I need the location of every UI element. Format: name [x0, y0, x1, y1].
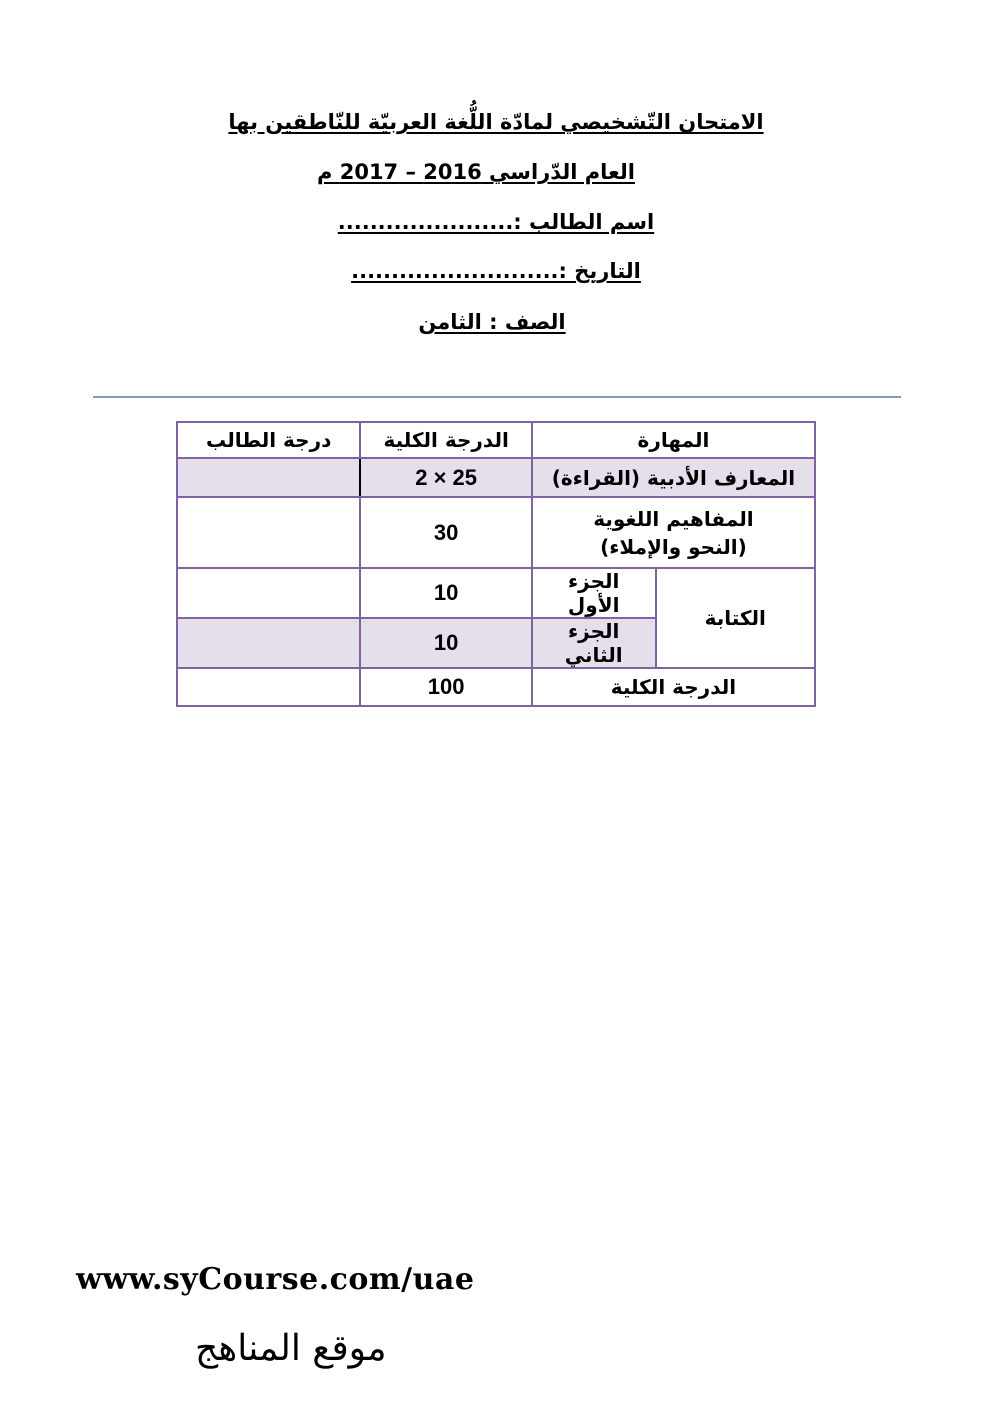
- row-overall-label: الدرجة الكلية: [532, 668, 815, 706]
- academic-year: العام الدّراسي 2016 – 2017 م: [317, 160, 635, 184]
- header-total: الدرجة الكلية: [360, 422, 531, 458]
- table-row: [177, 458, 815, 497]
- row-overall-student: [177, 668, 360, 706]
- grade-level: الصف : الثامن: [418, 310, 566, 334]
- row-writing-label: الكتابة: [656, 568, 815, 668]
- row-literary-total: 25 × 2: [360, 458, 531, 497]
- header-skill: المهارة: [532, 422, 815, 458]
- row-linguistic-total: 30: [360, 497, 531, 568]
- date-field: التاريخ :..........................: [351, 259, 641, 283]
- linguistic-line1: المفاهيم اللغوية: [593, 506, 754, 531]
- site-name-signature: موقع المناهج: [195, 1328, 387, 1369]
- grades-table: [176, 421, 816, 707]
- table-row: [177, 668, 815, 706]
- table-row: [177, 497, 815, 568]
- linguistic-line2: (النحو والإملاء): [600, 534, 747, 559]
- table-row: [177, 568, 815, 618]
- website-url: www.syCourse.com/uae: [76, 1262, 475, 1297]
- exam-title: الامتحان التّشخيصي لمادّة اللُّغة العربيّة للنّاطقين بها: [228, 110, 764, 134]
- student-name-field: اسم الطالب :......................: [337, 210, 655, 234]
- row-literary-skill: المعارف الأدبية (القراءة): [532, 458, 815, 497]
- row-writing-part2: الجزء الثاني: [532, 618, 656, 668]
- row-writing-part2-total: 10: [360, 618, 531, 668]
- row-linguistic-skill: [532, 497, 815, 568]
- row-writing-part1: الجزء الأول: [532, 568, 656, 618]
- row-writing-part1-student: [177, 568, 360, 618]
- header-student: درجة الطالب: [177, 422, 360, 458]
- row-writing-part1-total: 10: [360, 568, 531, 618]
- row-linguistic-student: [177, 497, 360, 568]
- table-header-row: [177, 422, 815, 458]
- row-overall-total: 100: [360, 668, 531, 706]
- row-writing-part2-student: [177, 618, 360, 668]
- divider-line: [93, 396, 901, 398]
- row-literary-student: [177, 458, 360, 497]
